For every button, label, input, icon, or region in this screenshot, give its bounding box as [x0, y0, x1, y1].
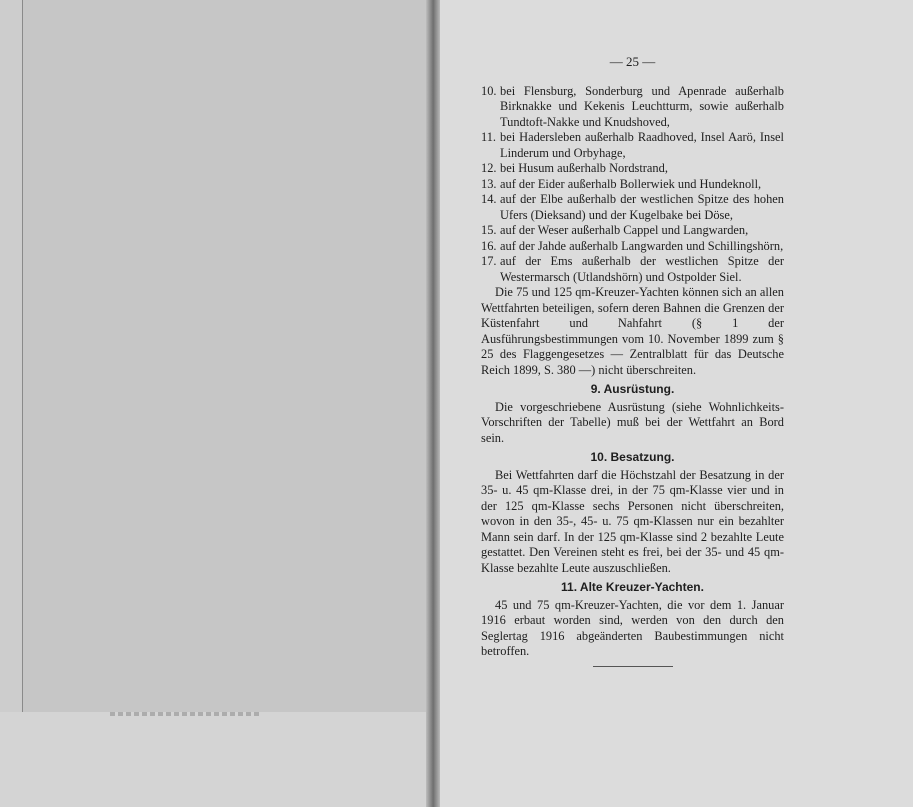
list-item-text: bei Flensburg, Sonderburg und Apenrade außerhalb Birknakke und Kekenis Leuchtturm, sowie außerhalb Tundtoft-Nakke und Knudshoved, [500, 83, 784, 129]
list-item [481, 192, 784, 223]
paragraph-old-cruisers: 45 und 75 qm-Kreuzer-Yachten, die vor dem 1. Januar 1916 erbaut worden sind, werden von den durch den Seglertag 1916 abgeänderten Baubestimmungen nicht betroffen. [481, 597, 784, 658]
list-item-number: 11. [481, 130, 497, 144]
list-item-number: 13. [481, 176, 497, 191]
page-number: — 25 — [609, 54, 656, 69]
section-heading-old-cruisers: 11. Alte Kreuzer-Yachten. [561, 580, 704, 594]
list-item-text: auf der Ems außerhalb der westlichen Spitze der Westermarsch (Utlandshörn) und Ostpolder Siel. [500, 254, 784, 284]
list-item [481, 161, 784, 177]
left-page [0, 0, 434, 807]
list-item [481, 254, 784, 285]
list-item-number: 15. [481, 223, 497, 237]
left-page-bleed-through [110, 712, 260, 716]
list-item-number: 17. [481, 254, 497, 268]
list-item-text: auf der Weser außerhalb Cappel und Langwarden, [500, 223, 749, 237]
list-item [481, 239, 784, 255]
list-item-text: bei Husum außerhalb Nordstrand, [500, 161, 668, 175]
list-item [481, 130, 784, 161]
list-item [481, 84, 784, 131]
list-item-number: 12. [481, 161, 497, 175]
location-list [481, 84, 784, 286]
list-item-text: auf der Elbe außerhalb der westlichen Spitze des hohen Ufers (Dieksand) und der Kugelbake bei Döse, [500, 192, 784, 222]
list-item [481, 177, 784, 193]
list-item-number: 16. [481, 238, 497, 253]
section-heading-crew: 10. Besatzung. [590, 450, 675, 464]
paragraph-crew: Bei Wettfahrten darf die Höchstzahl der Besatzung in der 35- u. 45 qm-Klasse drei, in der 75 qm-Klasse vier und in der 125 qm-Klasse sechs Personen nicht überschreiten, wovon in den 35-, 45- u. 75 qm-Klassen nur ein bezahlter Mann sein darf. In der 125 qm-Klasse sind 2 bezahlte Leute gestattet. Den Vereinen steht es frei, bei der 35- und 45 qm-Klasse bezahlte Leute auszuschließen. [481, 467, 784, 575]
list-item [481, 223, 784, 239]
list-item-text: auf der Eider außerhalb Bollerwiek und Hundeknoll, [500, 176, 762, 191]
paragraph-course-limits: Die 75 und 125 qm-Kreuzer-Yachten können sich an allen Wettfahrten beteiligen, sofern deren Bahnen die Grenzen der Küstenfahrt und Nahfahrt (§ 1 der Ausführungsbestimmungen vom 10. November 1899 zum § 25 des Flaggengesetzes — Zentralblatt für das Deutsche Reich 1899, S. 380 —) nicht überschreiten. [481, 285, 784, 377]
list-item-number: 14. [481, 192, 497, 206]
list-item-text: bei Hadersleben außerhalb Raadhoved, Insel Aarö, Insel Linderum und Orbyhage, [500, 130, 784, 160]
paragraph-equipment: Die vorgeschriebene Ausrüstung (siehe Wohnlichkeits-Vorschriften der Tabelle) muß bei der Wettfahrt an Bord sein. [481, 399, 784, 445]
list-item-text: auf der Jahde außerhalb Langwarden und Schillingshörn, [500, 238, 784, 253]
left-page-inner-sheet [22, 0, 433, 713]
left-page-edge [0, 712, 434, 807]
list-item-number: 10. [481, 83, 497, 98]
page-text [481, 54, 784, 667]
section-heading-equipment: 9. Ausrüstung. [590, 382, 675, 396]
end-rule [593, 666, 673, 667]
